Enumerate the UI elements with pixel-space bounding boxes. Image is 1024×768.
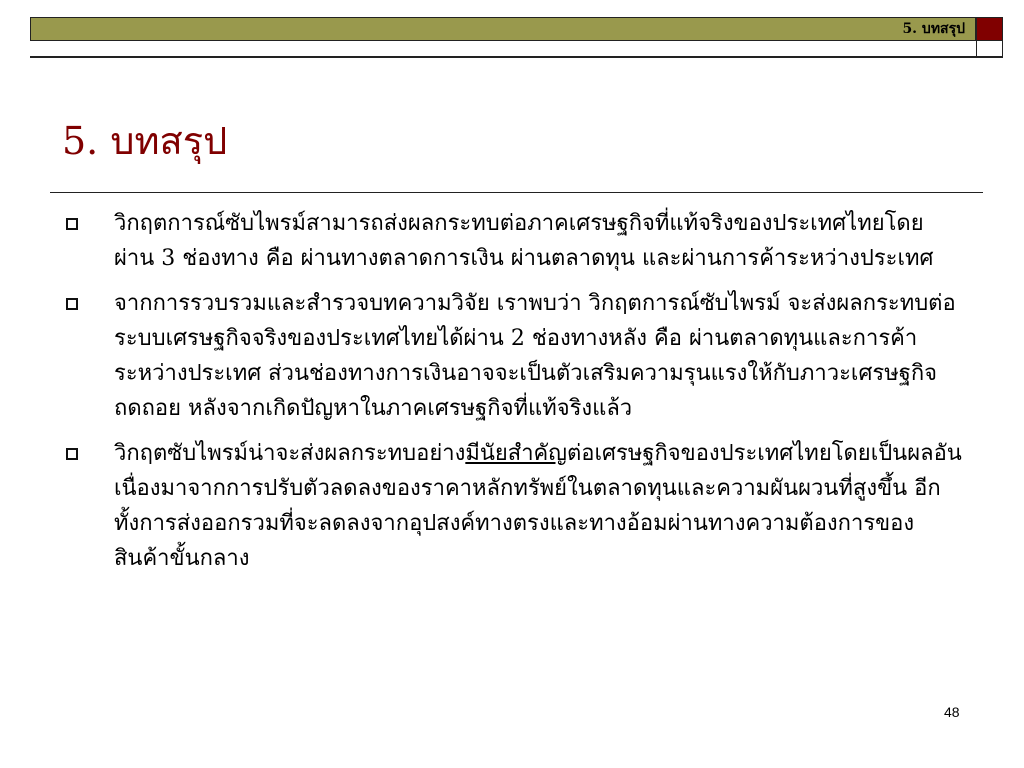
bullet-text: จากการรวบรวมและสำรวจบทความวิจัย เราพบว่า วิกฤตการณ์ซับไพรม์ จะส่งผลกระทบต่อระบบเศรษฐกิจจริงของประเทศไทยได้ผ่าน 2 ช่องทางหลัง คือ ผ่านตลาดทุนและการค้าระหว่างประเทศ ส่วนช่องทางการเงินอาจจะเป็นตัวเสริมความรุนแรงให้กับภาวะเศรษฐกิจถดถอย หลังจากเกิดปัญหาในภาคเศรษฐกิจที่แท้จริงแล้ว <box>114 291 956 421</box>
header-section-label: 5. บทสรุป <box>902 21 965 37</box>
bullet-text-end: ต่อเศรษฐกิจของประเทศไทยโดยเป็นผลอันเนื่องมาจากการปรับตัวลดลงของราคาหลักทรัพย์ในตลาดทุนและความผันผวนที่สูงขึ้น อีกทั้งการส่งออกรวมที่จะลดลงจากอุปสงค์ทางตรงและทางอ้อมผ่านทางความต้องการของสินค้าขั้นกลาง <box>114 441 962 571</box>
title-divider <box>50 192 983 193</box>
list-item <box>62 206 962 276</box>
square-bullet-icon <box>66 218 78 230</box>
header-band <box>30 17 976 41</box>
header-underline <box>30 41 1003 58</box>
list-item <box>62 436 962 576</box>
bullet-text: วิกฤตการณ์ซับไพรม์สามารถส่งผลกระทบต่อภาคเศรษฐกิจที่แท้จริงของประเทศไทยโดยผ่าน 3 ช่องทาง คือ ผ่านทางตลาดการเงิน ผ่านตลาดทุน และผ่านการค้าระหว่างประเทศ <box>114 211 934 271</box>
header-underline-end <box>976 41 1003 58</box>
page-number: 48 <box>944 704 960 720</box>
list-item <box>62 286 962 426</box>
bullet-emphasis: มีนัยสำคัญ <box>465 441 568 466</box>
square-bullet-icon <box>66 448 78 460</box>
square-bullet-icon <box>66 298 78 310</box>
slide-title: 5. บทสรุป <box>62 119 228 163</box>
header-end-block <box>976 17 1003 41</box>
bullet-list <box>62 206 962 586</box>
bullet-text-start: วิกฤตซับไพรม์น่าจะส่งผลกระทบอย่าง <box>114 441 466 466</box>
